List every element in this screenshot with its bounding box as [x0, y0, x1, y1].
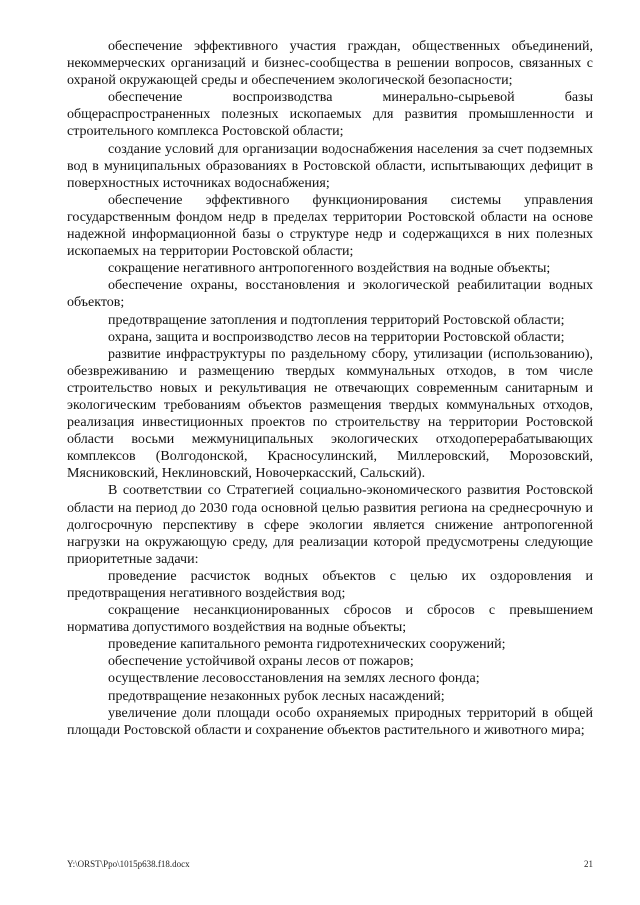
paragraph: увеличение доли площади особо охраняемых природных территорий в общей площади Ростовской области и сохранение объектов растительного и животного мира; — [67, 705, 593, 738]
paragraph: обеспечение устойчивой охраны лесов от пожаров; — [108, 654, 414, 670]
paragraph: обеспечение эффективного участия граждан, общественных объединений, некоммерческих организаций и бизнес-сообщества в решении вопросов, связанных с охраной окружающей среды и обеспечением экологической безопасности; — [67, 39, 593, 89]
footer-file-path: Y:\ORST\Ppo\1015p638.f18.docx — [67, 859, 190, 869]
footer-page-number: 21 — [584, 859, 593, 869]
paragraph: сокращение несанкционированных сбросов и сбросов с превышением норматива допустимого воздействия на водные объекты; — [67, 603, 593, 636]
paragraph: В соответствии со Стратегией социально-экономического развития Ростовской области на период до 2030 года основной целью развития региона на среднесрочную и долгосрочную перспективу в сфере экологии является снижение антропогенной нагрузки на окружающую среду, для реализации которой предусмотрены следующие приоритетные задачи: — [67, 483, 593, 567]
paragraph: обеспечение охраны, восстановления и экологической реабилитации водных объектов; — [67, 278, 593, 311]
paragraph: осуществление лесовосстановления на землях лесного фонда; — [108, 671, 480, 687]
paragraph: предотвращение незаконных рубок лесных насаждений; — [108, 688, 445, 704]
paragraph: сокращение негативного антропогенного воздействия на водные объекты; — [108, 261, 551, 277]
paragraph: предотвращение затопления и подтопления территорий Ростовской области; — [108, 312, 565, 328]
paragraph: проведение расчисток водных объектов с целью их оздоровления и предотвращения негативного воздействия вод; — [67, 568, 593, 601]
paragraph: развитие инфраструктуры по раздельному сбору, утилизации (использованию), обезвреживанию и размещению твердых коммунальных отходов, в том числе строительство новых и рекультивация не отвечающих современным санитарным и экологическим требованиям объектов размещения твердых коммунальных отходов, реализация инвестиционных проектов по строительству на территории Ростовской области восьми межмуниципальных экологических отходоперерабатывающих комплексов (Волгодонской, Красносулинский, Миллеровский, Морозовский, Мясниковский, Неклиновский, Новочеркасский, Сальский). — [67, 346, 593, 482]
paragraph: обеспечение воспроизводства минерально-сырьевой базы общераспространенных полезных ископаемых для развития промышленности и строительного комплекса Ростовской области; — [67, 90, 593, 140]
body-text — [67, 38, 593, 739]
paragraph: создание условий для организации водоснабжения населения за счет подземных вод в муниципальных образованиях в Ростовской области, испытывающих дефицит в поверхностных источниках водоснабжения; — [67, 141, 593, 191]
paragraph: проведение капитального ремонта гидротехнических сооружений; — [108, 637, 506, 653]
paragraph: охрана, защита и воспроизводство лесов на территории Ростовской области; — [108, 329, 565, 345]
paragraph: обеспечение эффективного функционирования системы управления государственным фондом недр в пределах территории Ростовской области на основе надежной информационной базы о структуре недр и содержащихся в них полезных ископаемых на территории Ростовской области; — [67, 192, 593, 260]
